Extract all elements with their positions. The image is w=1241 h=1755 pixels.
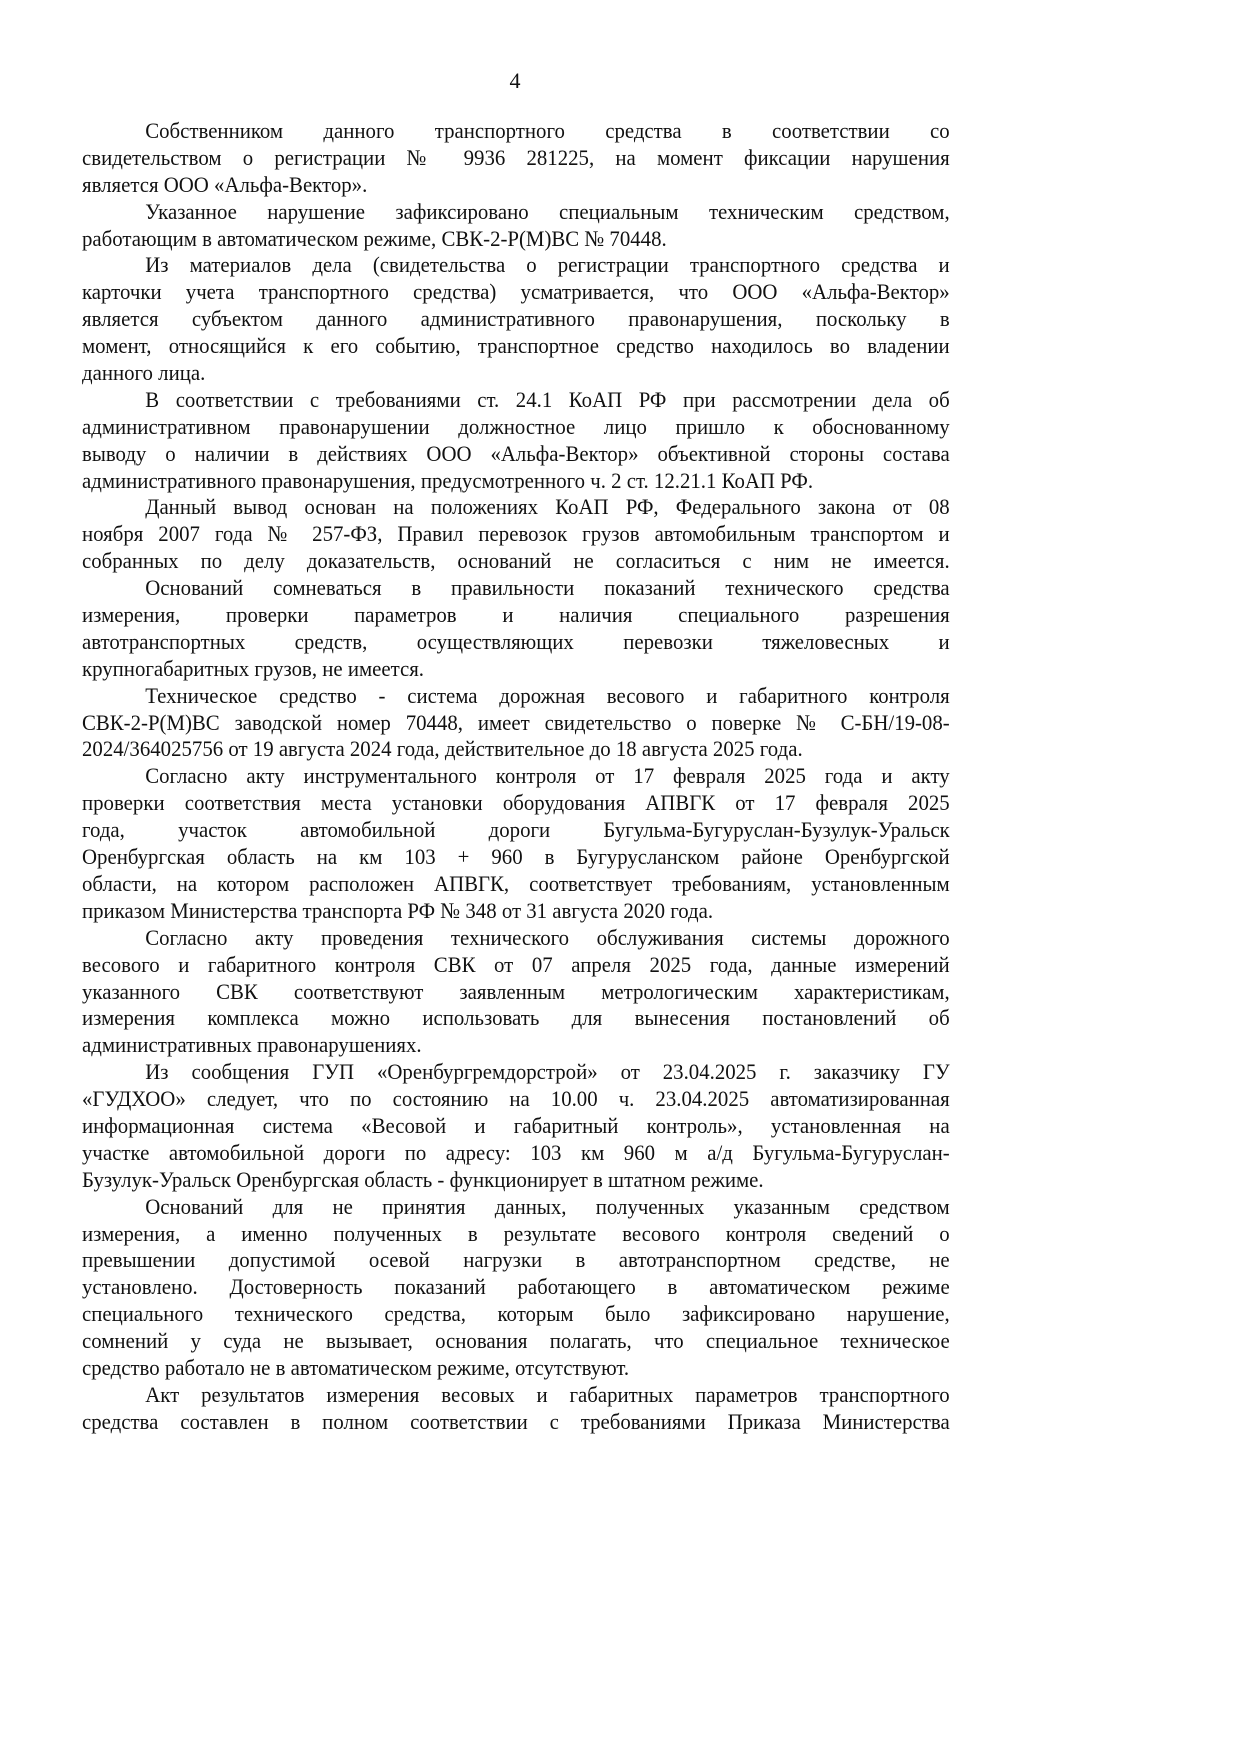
text-line: автотранспортных средств, осуществляющих перевозки тяжеловесных и bbox=[82, 628, 950, 654]
text-line: установлено. Достоверность показаний работающего в автоматическом режиме bbox=[82, 1274, 950, 1300]
paragraph bbox=[82, 925, 950, 1059]
text-line: года, участок автомобильной дороги Бугульма-Бугуруслан-Бузулук-Уральск bbox=[82, 817, 950, 843]
text-line: средство работало не в автоматическом режиме, отсутствуют. bbox=[82, 1354, 630, 1380]
text-line: Бузулук-Уральск Оренбургская область - функционирует в штатном режиме. bbox=[82, 1166, 764, 1192]
text-line: административном правонарушении должностное лицо пришло к обоснованному bbox=[82, 413, 950, 439]
text-line: измерения, а именно полученных в результате весового контроля сведений о bbox=[82, 1220, 950, 1246]
paragraph bbox=[82, 1382, 950, 1436]
text-line: Данный вывод основан на положениях КоАП РФ, Федерального закона от 08 bbox=[145, 494, 950, 520]
paragraph bbox=[82, 494, 950, 575]
text-line: момент, относящийся к его событию, транспортное средство находилось во владении bbox=[82, 333, 950, 359]
text-line: данного лица. bbox=[82, 360, 206, 386]
text-line: Оснований для не принятия данных, полученных указанным средством bbox=[145, 1193, 950, 1219]
text-line: информационная система «Весовой и габаритный контроль», установленная на bbox=[82, 1112, 950, 1138]
text-line: является субъектом данного административного правонарушения, поскольку в bbox=[82, 306, 950, 332]
text-line: 2024/364025756 от 19 августа 2024 года, действительное до 18 августа 2025 года. bbox=[82, 736, 803, 762]
text-line: Техническое средство - система дорожная весового и габаритного контроля bbox=[145, 682, 950, 708]
paragraph bbox=[82, 575, 950, 683]
text-line: Акт результатов измерения весовых и габаритных параметров транспортного bbox=[145, 1381, 950, 1407]
text-line: измерения, проверки параметров и наличия специального разрешения bbox=[82, 602, 950, 628]
text-line: средства составлен в полном соответствии с требованиями Приказа Министерства bbox=[82, 1408, 950, 1434]
paragraph bbox=[82, 763, 950, 924]
text-line: Из сообщения ГУП «Оренбургремдорстрой» от 23.04.2025 г. заказчику ГУ bbox=[145, 1059, 950, 1085]
page-number: 4 bbox=[509, 68, 521, 93]
text-line: Согласно акту проведения технического обслуживания системы дорожного bbox=[145, 924, 950, 950]
paragraph bbox=[82, 1059, 950, 1193]
text-line: измерения комплекса можно использовать для вынесения постановлений об bbox=[82, 1005, 950, 1031]
text-line: участке автомобильной дороги по адресу: 103 км 960 м а/д Бугульма-Бугуруслан- bbox=[82, 1139, 950, 1165]
text-line: Собственником данного транспортного средства в соответствии со bbox=[145, 118, 950, 143]
text-line: свидетельством о регистрации № 9936 281225, на момент фиксации нарушения bbox=[82, 144, 950, 170]
text-line: «ГУДХОО» следует, что по состоянию на 10.00 ч. 23.04.2025 автоматизированная bbox=[82, 1086, 950, 1112]
text-line: Оренбургская область на км 103 + 960 в Бугурусланском районе Оренбургской bbox=[82, 844, 950, 870]
text-line: выводу о наличии в действиях ООО «Альфа-Вектор» объективной стороны состава bbox=[82, 440, 950, 466]
text-line: Из материалов дела (свидетельства о регистрации транспортного средства и bbox=[145, 252, 950, 278]
text-line: приказом Министерства транспорта РФ № 348 от 31 августа 2020 года. bbox=[82, 897, 714, 923]
paragraph bbox=[82, 387, 950, 495]
text-line: специального технического средства, которым было зафиксировано нарушение, bbox=[82, 1301, 950, 1327]
text-line: Указанное нарушение зафиксировано специальным техническим средством, bbox=[145, 198, 950, 224]
text-line: карточки учета транспортного средства) усматривается, что ООО «Альфа-Вектор» bbox=[82, 279, 950, 305]
paragraph bbox=[82, 199, 950, 253]
text-line: административных правонарушениях. bbox=[82, 1032, 422, 1058]
text-line: превышении допустимой осевой нагрузки в автотранспортном средстве, не bbox=[82, 1247, 950, 1273]
text-line: сомнений у суда не вызывает, основания полагать, что специальное техническое bbox=[82, 1328, 950, 1354]
paragraph bbox=[82, 118, 950, 199]
paragraph bbox=[82, 252, 950, 386]
text-line: СВК-2-Р(М)ВС заводской номер 70448, имеет свидетельство о поверке № С-БН/19-08- bbox=[82, 709, 950, 735]
text-line: административного правонарушения, предусмотренного ч. 2 ст. 12.21.1 КоАП РФ. bbox=[82, 467, 814, 493]
text-line: работающим в автоматическом режиме, СВК-2-Р(М)ВС № 70448. bbox=[82, 225, 667, 251]
text-line: области, на котором расположен АПВГК, соответствует требованиям, установленным bbox=[82, 870, 950, 896]
text-line: проверки соответствия места установки оборудования АПВГК от 17 февраля 2025 bbox=[82, 790, 950, 816]
text-line: является ООО «Альфа-Вектор». bbox=[82, 171, 368, 197]
paragraph bbox=[82, 683, 950, 764]
text-line: крупногабаритных грузов, не имеется. bbox=[82, 655, 425, 681]
text-line: весового и габаритного контроля СВК от 07 апреля 2025 года, данные измерений bbox=[82, 951, 950, 977]
text-line: указанного СВК соответствуют заявленным метрологическим характеристикам, bbox=[82, 978, 950, 1004]
text-line: ноября 2007 года № 257-ФЗ, Правил перевозок грузов автомобильным транспортом и bbox=[82, 521, 950, 547]
document-body bbox=[82, 118, 950, 1436]
paragraph bbox=[82, 1194, 950, 1382]
text-line: Согласно акту инструментального контроля от 17 февраля 2025 года и акту bbox=[145, 763, 950, 789]
text-line: В соответствии с требованиями ст. 24.1 КоАП РФ при рассмотрении дела об bbox=[145, 386, 950, 412]
text-line: собранных по делу доказательств, оснований не согласиться с ним не имеется. bbox=[82, 548, 950, 574]
text-line: Оснований сомневаться в правильности показаний технического средства bbox=[145, 575, 950, 601]
